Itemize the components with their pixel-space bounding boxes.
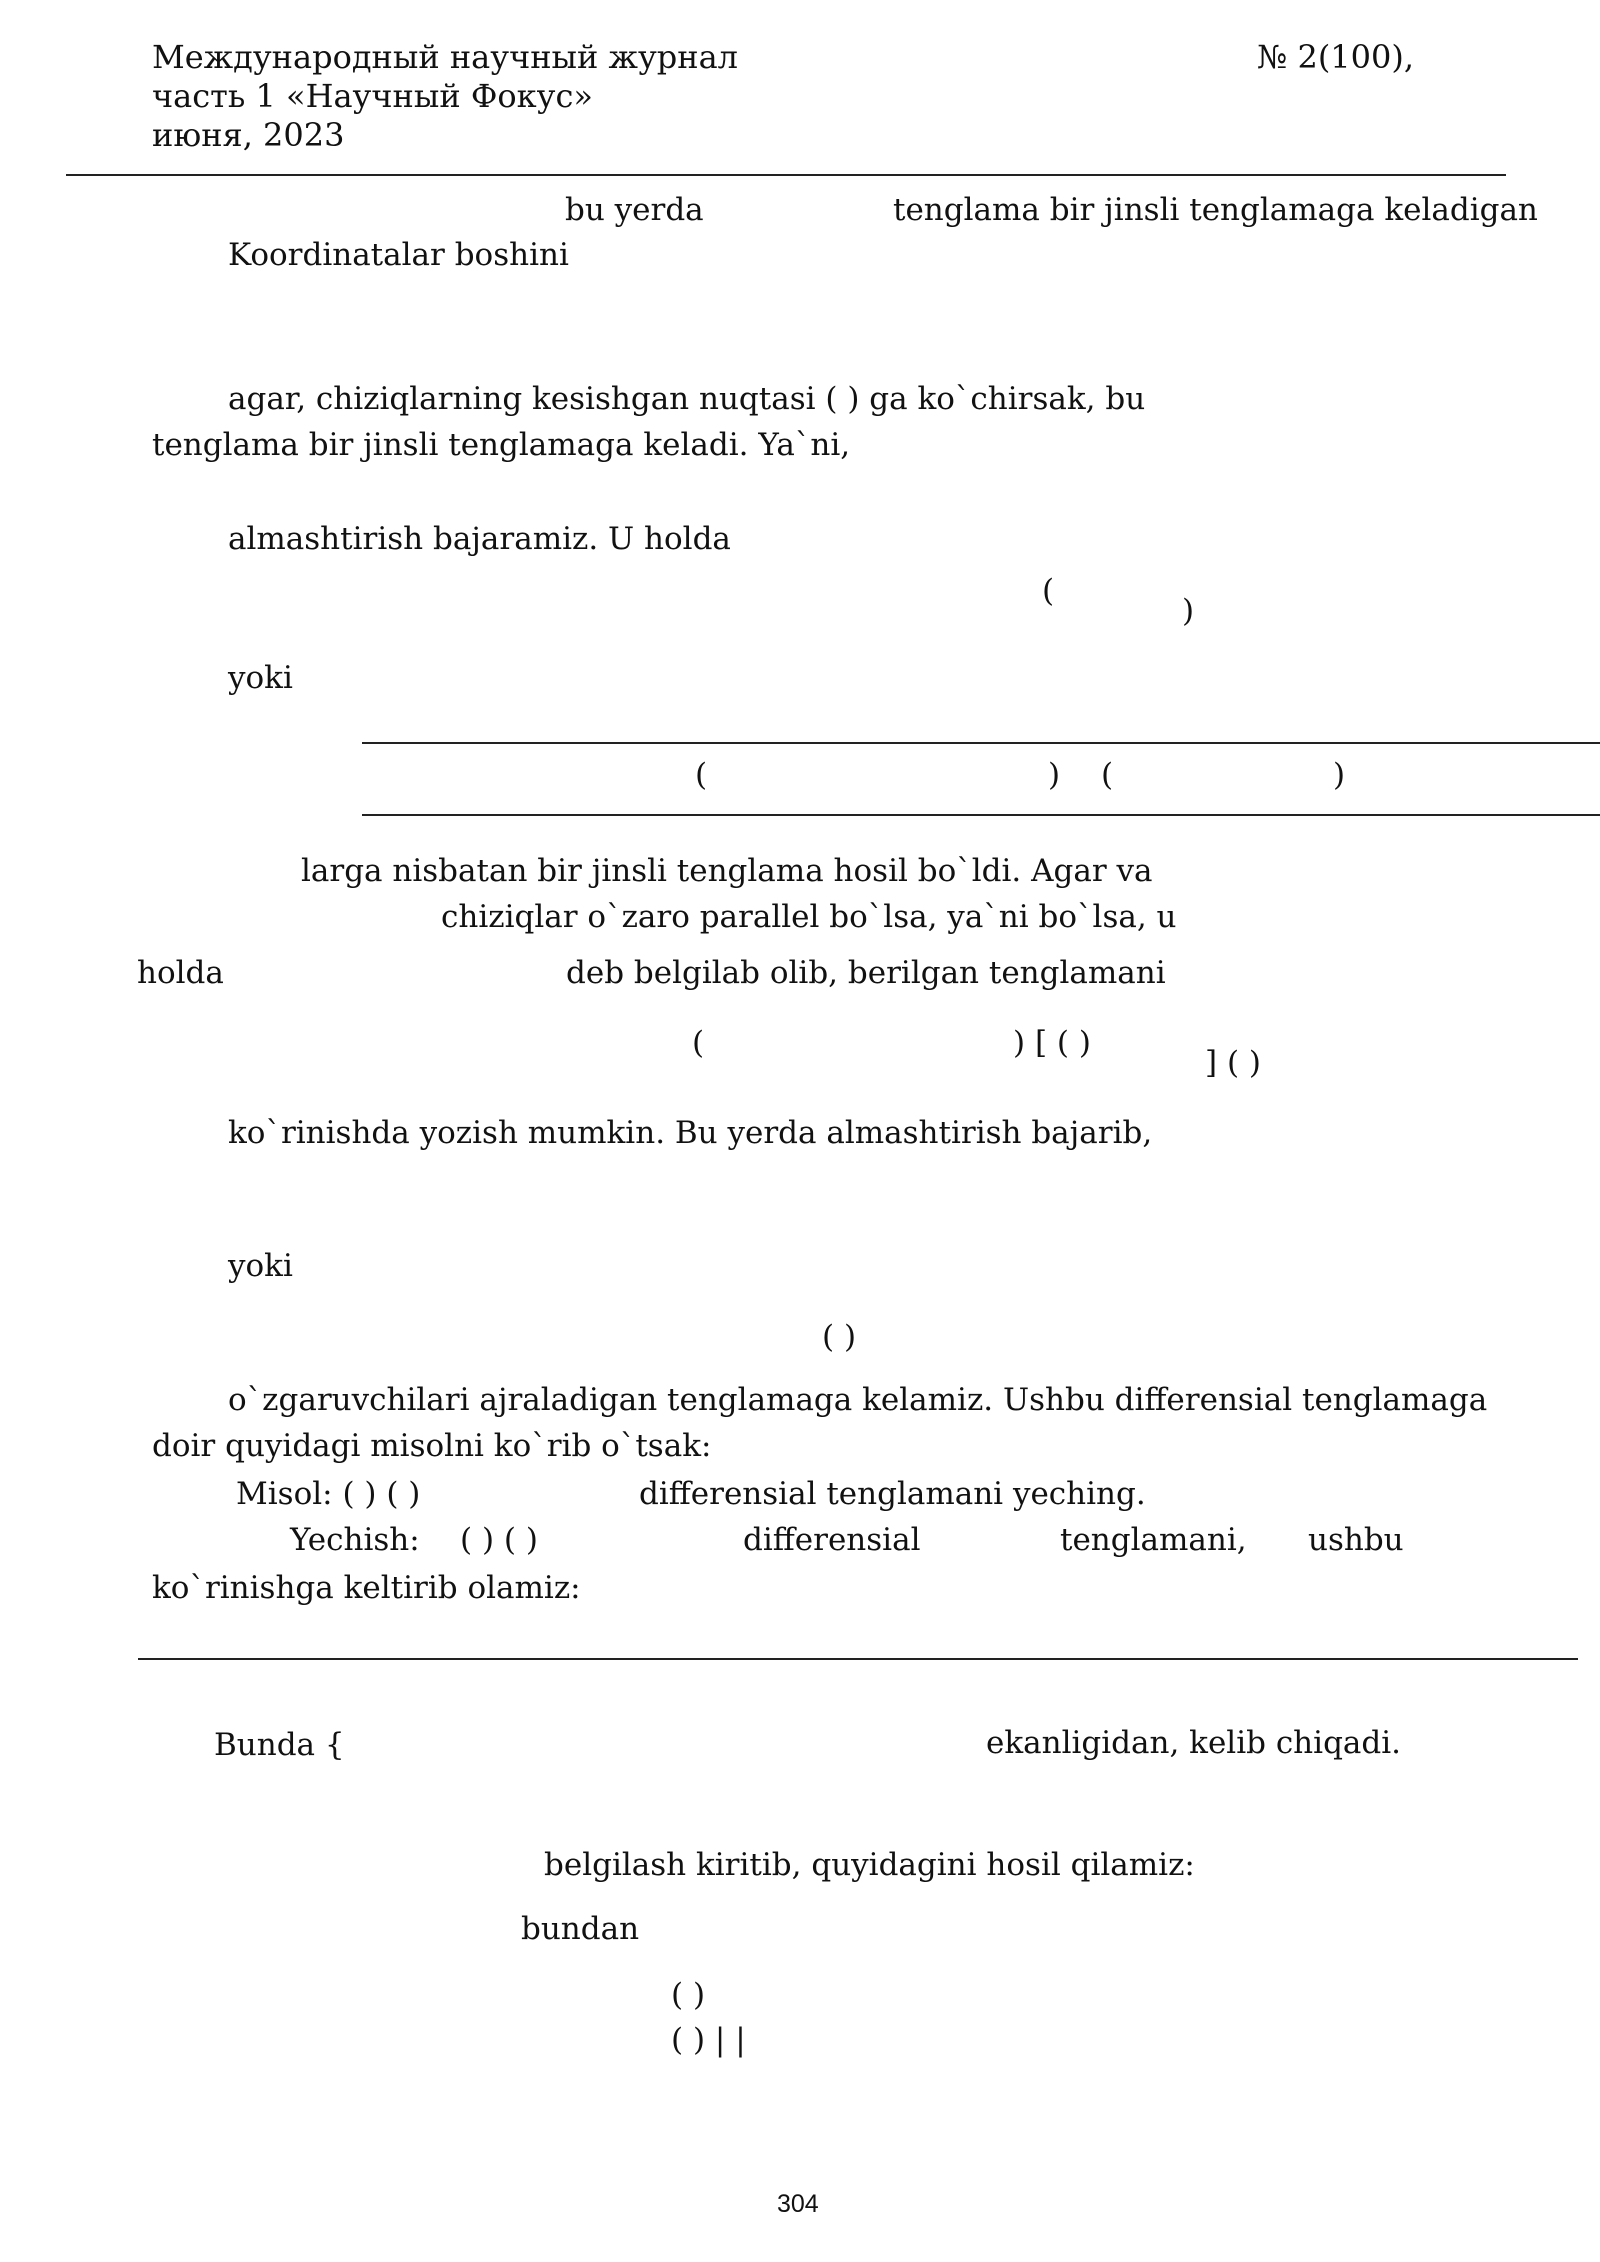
formula-paren: ( <box>695 757 708 793</box>
text-korinishga: ko`rinishga keltirib olamiz: <box>152 1570 581 1606</box>
text-ushbu: ushbu <box>1308 1522 1404 1558</box>
journal-date: июня, 2023 <box>152 116 345 154</box>
text-differensial: differensial <box>743 1522 921 1558</box>
formula-paren: ( <box>692 1025 705 1061</box>
text-yoki: yoki <box>228 1248 293 1284</box>
formula-rule <box>138 1658 1578 1660</box>
text-larga-nisbatan: larga nisbatan bir jinsli tenglama hosil bo`ldi. Agar va <box>301 853 1153 889</box>
text-ekanligidan: ekanligidan, kelib chiqadi. <box>986 1725 1402 1761</box>
formula-bracket: ] ( ) <box>1205 1045 1261 1081</box>
text-misol: Misol: ( ) ( ) <box>236 1476 421 1512</box>
journal-title: Международный научный журнал <box>152 38 738 76</box>
formula-paren: ( ) | | <box>671 2022 746 2058</box>
text-korinishda: ko`rinishda yozish mumkin. Bu yerda almashtirish bajarib, <box>228 1115 1153 1151</box>
text-belgilash: belgilash kiritib, quyidagini hosil qilamiz: <box>544 1847 1195 1883</box>
text-doir-quyidagi: doir quyidagi misolni ko`rib o`tsak: <box>152 1428 712 1464</box>
formula-bracket: ) [ ( ) <box>1013 1025 1091 1061</box>
formula-paren: ( ) <box>822 1319 857 1355</box>
formula-paren: ( <box>1101 757 1114 793</box>
text-bu-yerda: bu yerda <box>565 192 704 228</box>
text-yechish: Yechish: <box>290 1522 420 1558</box>
journal-part: часть 1 «Научный Фокус» <box>152 77 593 115</box>
formula-paren: ( ) <box>671 1977 706 2013</box>
text-differensial-yeching: differensial tenglamani yeching. <box>639 1476 1146 1512</box>
formula-paren: ( <box>1042 573 1055 609</box>
text-yoki: yoki <box>228 660 293 696</box>
text-tenglamani: tenglamani, <box>1060 1522 1247 1558</box>
issue-number: № 2(100), <box>1257 38 1415 76</box>
formula-rule <box>362 742 1600 744</box>
text-holda: holda <box>137 955 224 991</box>
text-tenglama-keladi: tenglama bir jinsli tenglamaga keladi. Ya`ni, <box>152 427 851 463</box>
formula-paren: ) <box>1182 593 1195 629</box>
text-ozgaruvchilari: o`zgaruvchilari ajraladigan tenglamaga kelamiz. Ushbu differensial tenglamaga <box>228 1382 1488 1418</box>
page-number: 304 <box>777 2190 819 2218</box>
text-almashtirish: almashtirish bajaramiz. U holda <box>228 521 731 557</box>
text-chiziqlar-parallel: chiziqlar o`zaro parallel bo`lsa, ya`ni bo`lsa, u <box>441 899 1177 935</box>
text-tenglama-bir-jinsli: tenglama bir jinsli tenglamaga keladigan <box>893 192 1538 228</box>
formula-rule <box>362 814 1600 816</box>
text-deb-belgilab: deb belgilab olib, berilgan tenglamani <box>566 955 1166 991</box>
text-bunda: Bunda { <box>214 1727 345 1763</box>
text-koordinatalar: Koordinatalar boshini <box>228 237 569 273</box>
formula-paren: ) <box>1333 757 1346 793</box>
formula-paren: ( ) ( ) <box>460 1522 538 1558</box>
formula-paren: ) <box>1048 757 1061 793</box>
text-bundan: bundan <box>521 1911 640 1947</box>
text-agar-chiziqlarning: agar, chiziqlarning kesishgan nuqtasi ( ) ga ko`chirsak, bu <box>228 381 1146 417</box>
header-rule <box>66 174 1506 176</box>
